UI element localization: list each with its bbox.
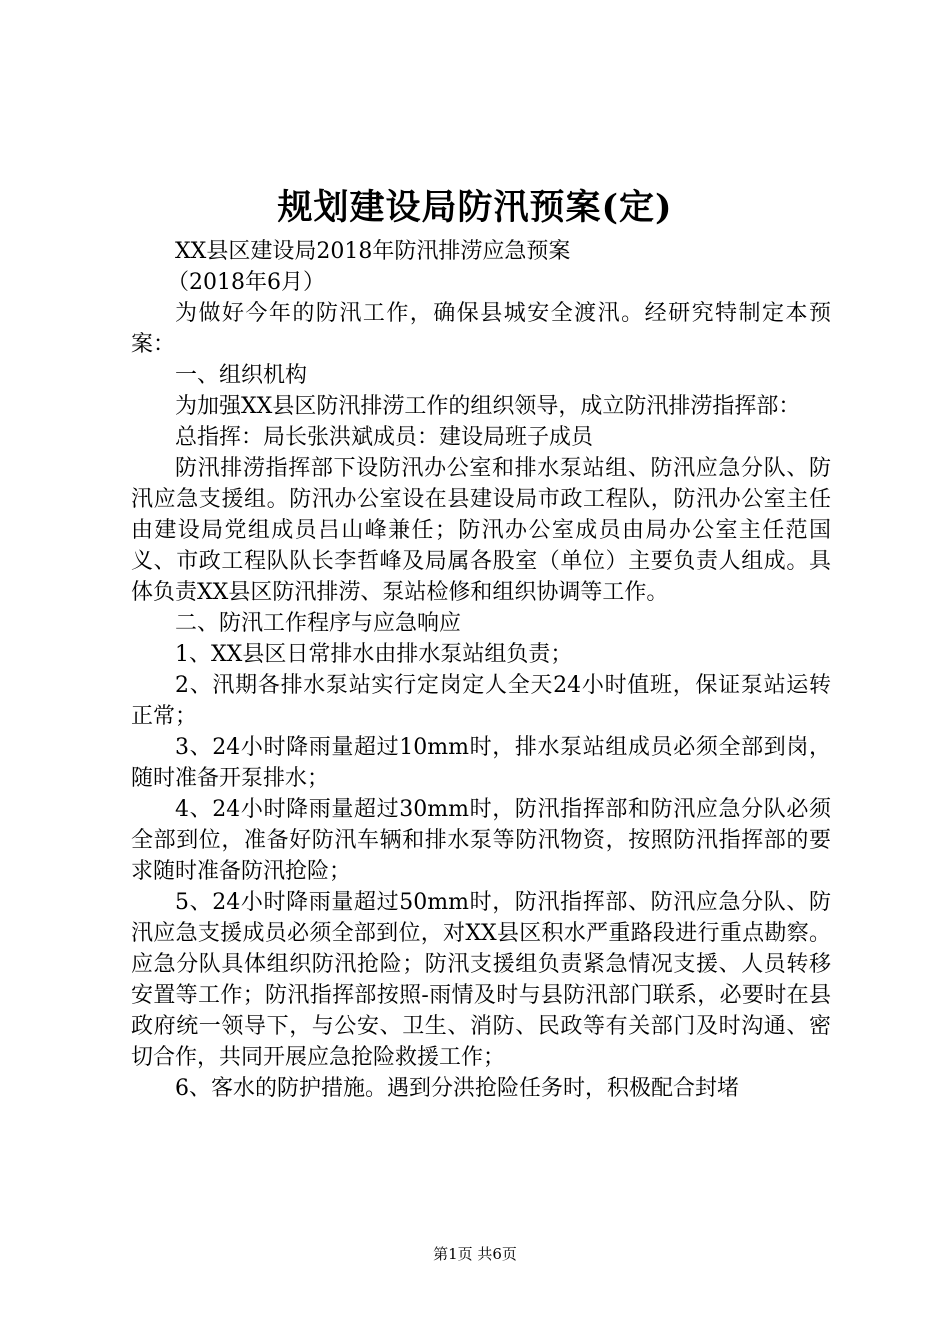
list-item-2: 2、汛期各排水泵站实行定岗定人全天24小时值班，保证泵站运转正常；: [131, 673, 831, 729]
list-item-3: 3、24小时降雨量超过10mm时，排水泵站组成员必须全部到岗，随时准备开泵排水；: [131, 735, 831, 791]
paragraph-subtitle: XX县区建设局2018年防汛排涝应急预案: [175, 239, 571, 264]
section-heading-procedure: 二、防汛工作程序与应急响应: [175, 611, 462, 636]
list-item-1: 1、XX县区日常排水由排水泵站组负责；: [175, 642, 573, 667]
page-footer: 第1页 共6页: [433, 1245, 517, 1263]
paragraph-commander: 总指挥：局长张洪斌成员：建设局班子成员: [175, 425, 594, 450]
document-title: 规划建设局防汛预案(定): [277, 187, 673, 228]
list-item-6: 6、客水的防护措施。遇到分洪抢险任务时，积极配合封堵: [175, 1076, 739, 1101]
document-body: [131, 236, 831, 1104]
list-item-5: 5、24小时降雨量超过50mm时，防汛指挥部、防汛应急分队、防汛应急支援成员必须全部到位，对XX县区积水严重路段进行重点勘察。应急分队具体组织防汛抢险；防汛支援组负责紧急情况支援、人员转移安置等工作；防汛指挥部按照-雨情及时与县防汛部门联系，必要时在县政府统一领导下，与公安、卫生、消防、民政等有关部门及时沟通、密切合作，共同开展应急抢险救援工作；: [131, 890, 831, 1070]
paragraph-date: （2018年6月）: [167, 270, 325, 295]
paragraph-office: 防汛排涝指挥部下设防汛办公室和排水泵站组、防汛应急分队、防汛应急支援组。防汛办公室设在县建设局市政工程队，防汛办公室主任由建设局党组成员吕山峰兼任；防汛办公室成员由局办公室主任范国义、市政工程队队长李哲峰及局属各股室（单位）主要负责人组成。具体负责XX县区防汛排涝、泵站检修和组织协调等工作。: [131, 456, 831, 605]
section-heading-organization: 一、组织机构: [175, 363, 308, 388]
paragraph-organization: 为加强XX县区防汛排涝工作的组织领导，成立防汛排涝指挥部：: [175, 394, 801, 419]
list-item-4: 4、24小时降雨量超过30mm时，防汛指挥部和防汛应急分队必须全部到位，准备好防汛车辆和排水泵等防汛物资，按照防汛指挥部的要求随时准备防汛抢险；: [131, 797, 831, 884]
paragraph-intro: 为做好今年的防汛工作，确保县城安全渡汛。经研究特制定本预案：: [131, 301, 831, 357]
